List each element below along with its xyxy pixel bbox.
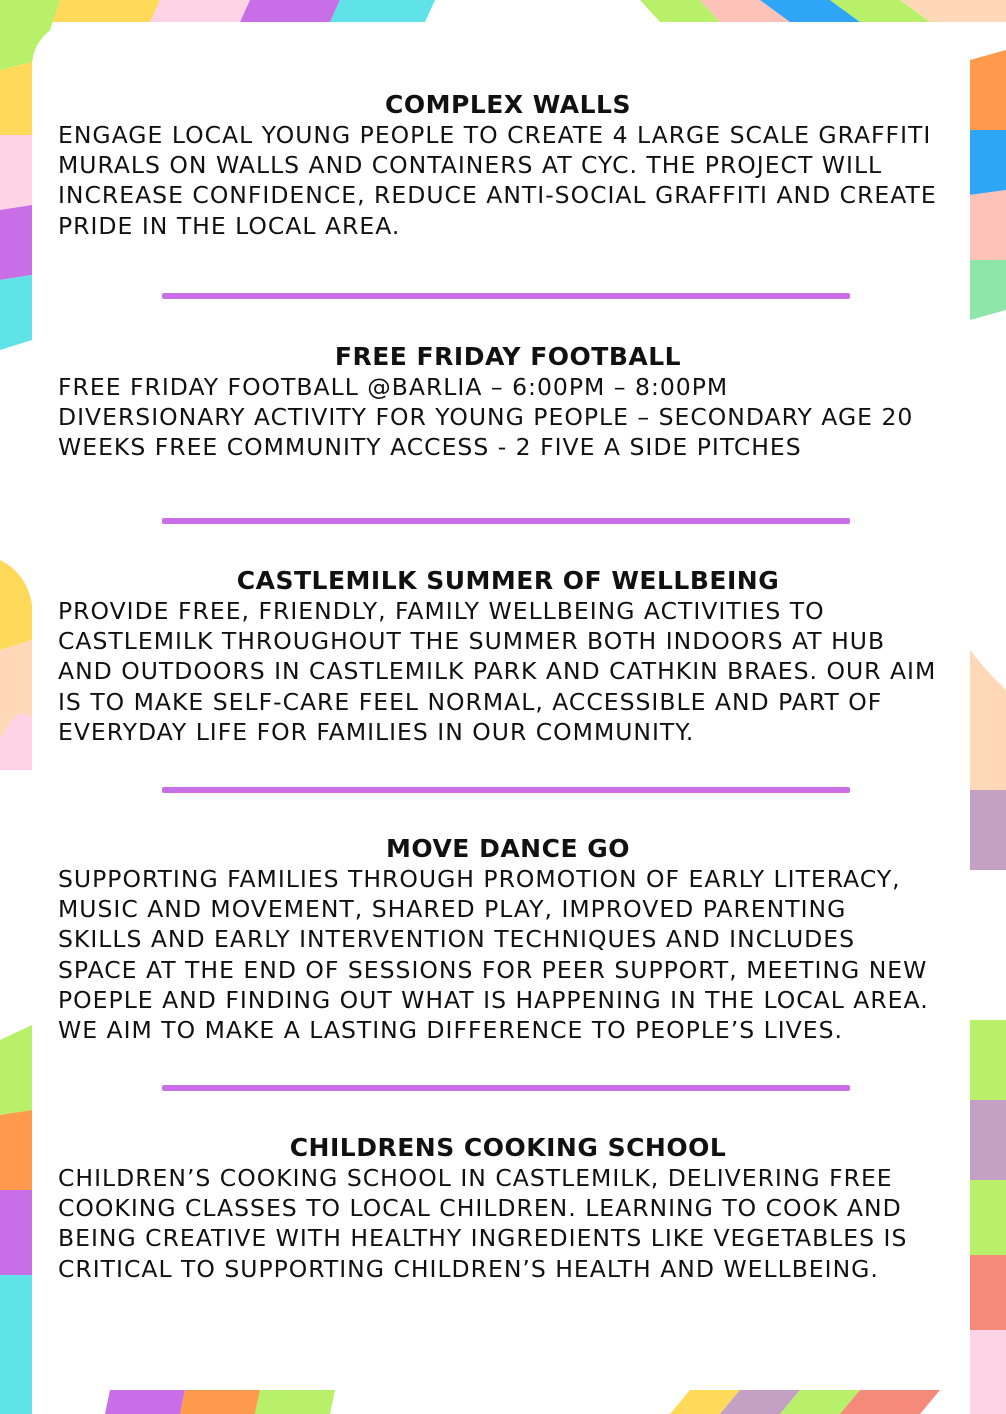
section-childrens-cooking-school (58, 1133, 958, 1284)
section-heading: CHILDRENS COOKING SCHOOL (289, 1133, 727, 1162)
section-castlemilk-summer-of-wellbeing (58, 566, 958, 747)
section-body: FREE FRIDAY FOOTBALL @BARLIA – 6:00PM – 8:00PM DIVERSIONARY ACTIVITY FOR YOUNG PEOPLE – SECONDARY AGE 20 WEEKS FREE COMMUNITY ACCESS - 2 FIVE A SIDE PITCHES (58, 373, 914, 462)
section-body: CHILDREN’S COOKING SCHOOL IN CASTLEMILK, DELIVERING FREE COOKING CLASSES TO LOCAL CHILDREN. LEARNING TO COOK AND BEING CREATIVE WITH HEALTHY INGREDIENTS LIKE VEGETABLES IS CRITICAL TO SUPPORTING CHILDREN’S HEALTH AND WELLBEING. (58, 1164, 908, 1283)
section-body: SUPPORTING FAMILIES THROUGH PROMOTION OF EARLY LITERACY, MUSIC AND MOVEMENT, SHARED PLAY, IMPROVED PARENTING SKILLS AND EARLY INTERVENTION TECHNIQUES AND INCLUDES SPACE AT THE END OF SESSIONS FOR PEER SUPPORT, MEETING NEW POEPLE AND FINDING OUT WHAT IS HAPPENING IN THE LOCAL AREA. WE AIM TO MAKE A LASTING DIFFERENCE TO PEOPLE’S LIVES. (58, 865, 929, 1045)
section-divider (162, 293, 850, 299)
section-divider (162, 787, 850, 793)
section-heading: FREE FRIDAY FOOTBALL (334, 342, 682, 371)
section-heading: MOVE DANCE GO (385, 834, 630, 863)
section-divider (162, 1085, 850, 1091)
section-body: ENGAGE LOCAL YOUNG PEOPLE TO CREATE 4 LARGE SCALE GRAFFITI MURALS ON WALLS AND CONTAINERS AT CYC. THE PROJECT WILL INCREASE CONFIDENCE, REDUCE ANTI-SOCIAL GRAFFITI AND CREATE PRIDE IN THE LOCAL AREA. (58, 121, 937, 240)
bottom-stripes (105, 1390, 940, 1414)
left-stripes-bottom (0, 1025, 32, 1414)
section-divider (162, 518, 850, 524)
right-stripes-top (970, 50, 1006, 320)
section-move-dance-go (58, 834, 958, 1045)
section-complex-walls (58, 90, 958, 241)
section-free-friday-football (58, 342, 958, 463)
top-stripes (50, 0, 1006, 22)
section-heading: CASTLEMILK SUMMER OF WELLBEING (236, 566, 780, 595)
left-stripes-middle (0, 560, 33, 770)
section-body: PROVIDE FREE, FRIENDLY, FAMILY WELLBEING ACTIVITIES TO CASTLEMILK THROUGHOUT THE SUMMER BOTH INDOORS AT HUB AND OUTDOORS IN CASTLEMILK PARK AND CATHKIN BRAES. OUR AIM IS TO MAKE SELF-CARE FEEL NORMAL, ACCESSIBLE AND PART OF EVERYDAY LIFE FOR FAMILIES IN OUR COMMUNITY. (58, 597, 937, 746)
right-stripes-middle (970, 500, 1006, 870)
right-stripes-bottom (970, 1020, 1006, 1414)
section-heading: COMPLEX WALLS (385, 90, 631, 119)
